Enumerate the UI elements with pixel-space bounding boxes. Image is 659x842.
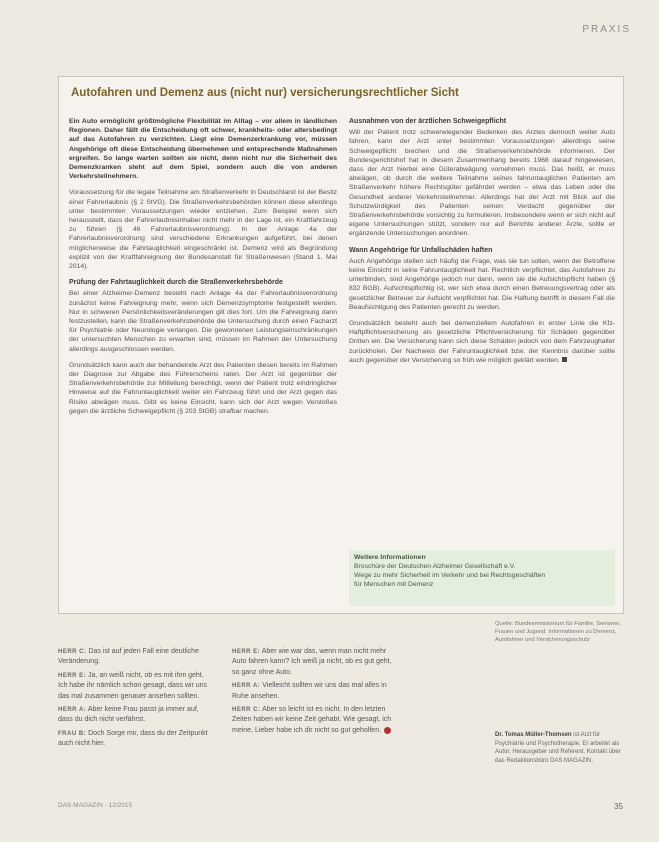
box-right-column xyxy=(349,117,615,372)
box-paragraph: Bei einer Alzheimer-Demenz besteht nach Anlage 4a der Fahrerlaubnisverordnung zunächst keine Fahreignung mehr, wenn sich Demenzsymptome festgestellt werden. Nur in schweren Persönlichkeitsveränderungen gilt dies fort. Um die Fahreignung dann festzustellen, kann die Straßenverkehrsbehörde die Untersuchung durch einen Facharzt für Psychiatrie oder Neurologie verlangen. Die gewonnenen Leistungseinschränkungen der untersuchten Menschen zu erwarten sind, müssen im Rahmen der Untersuchung allerdings ausgeschlossen werden. xyxy=(69,290,337,353)
footer-publication: DAS MAGAZIN · 12/2015 xyxy=(58,802,133,809)
box-left-column xyxy=(69,117,337,423)
dialog-text: Aber keine Frau passt ja immer auf, dass du dich nicht verfährst. xyxy=(58,706,199,724)
speaker: HERR E: xyxy=(232,649,261,655)
dialog-line xyxy=(58,647,214,668)
end-square-icon xyxy=(562,357,567,362)
box-lead: Ein Auto ermöglicht größtmögliche Flexibilität im Alltag – vor allem in ländlichen Regionen. Daher fällt die Entscheidung oft schwer, krankheits- oder altersbedingt auf das Autofahren zu verzichten. Liegt eine Demenzerkrankung vor, müssen Angehörige oft diese Entscheidung übernehmen und entsprechende Maßnahmen ergreifen. So lange warten sollten sie nicht, denn nicht nur die Sicherheit des Demenzkranken steht auf dem Spiel, sondern auch die von anderen Verkehrsteilnehmern. xyxy=(69,118,337,181)
further-info-panel xyxy=(349,550,615,606)
page-footer xyxy=(58,802,623,809)
dialog-text: Vielleicht sollten wir uns das mal alles in Ruhe ansehen. xyxy=(232,682,387,700)
author-text: ist Arzt für Psychiatrie und Psychotherapie. Er arbeitet als Autor, Herausgeber und Referent. Kontakt über das Redaktionsbüro DAS MAGAZIN. xyxy=(495,732,621,764)
author-name: Dr. Tomas Müller-Thomsen xyxy=(495,732,572,738)
speaker: HERR C: xyxy=(232,707,261,714)
dialog-column-left xyxy=(58,647,214,753)
dialog-line xyxy=(58,671,214,702)
box-paragraph: Grundsätzlich kann auch der behandelnde Arzt des Patienten diesen bereits im Rahmen der Diagnose zur Abgabe des Führerscheins raten. Der Arzt ist gegenüber der Straßenverkehrsbehörde zur Mitteilung berechtigt, wenn der Patient trotz eindringlicher Hinweise auf die Fahruntauglichkeit weiter ein Fahrzeug führt und der Arzt gegen das Risiko abwägen muss. Gibt es keine Einsicht, kann sich der Arzt wegen Verstoßes gegen die ärztliche Schweigepflicht (§ 203 StGB) strafbar machen. xyxy=(69,361,337,415)
dialog-text: Aber wie war das, wenn man nicht mehr Auto fahren kann? Ich weiß ja nicht, ob es gut geht, so ganz ohne Auto. xyxy=(232,648,392,676)
dialog-line xyxy=(232,681,398,702)
dialog-text: Doch Sorge mir, dass du der Zeitpunkt auch nicht hier. xyxy=(58,729,208,748)
dialog-line xyxy=(232,705,398,736)
dialog-text: Aber so leicht ist es nicht. In den letzten Zeiten haben wir keine Zeit gehabt. Wie gesagt, ich meine, Lieber habe ich dir nicht so gut geholfen. xyxy=(232,706,392,734)
dialog-line xyxy=(58,705,214,726)
box-paragraph: Auch Angehörige stellen sich häufig die Frage, was sie tun sollen, wenn der Betroffene keine Einsicht in seine Fahruntauglichkeit hat. Rechtlich verpflichtet, das Autofahren zu unterbinden, sind Angehörige jedoch nur dann, wenn sie die Aufsichtspflicht haben (§ 832 BGB). Aufsichtspflichtig ist, wer sich etwa durch einen Betreuungsvertrag oder als gesetzlicher Betreuer zur Aufsicht verpflichtet hat. Die Haftung betrifft in diesem Fall die Beaufsichtigung des Patienten gerecht zu werden. xyxy=(349,257,615,311)
box-subheading: Ausnahmen von der ärztlichen Schweigepflicht xyxy=(349,118,507,125)
dialog-column-right xyxy=(232,647,398,739)
dialog-line xyxy=(232,647,398,678)
speaker: HERR A: xyxy=(232,683,261,690)
author-bio xyxy=(495,731,623,765)
dialog-text: Ja, an weiß nicht, ob es mit ihm geht. Ich habe ihr nämlich schon gesagt, dass wir uns das mal zusammen genauer ansehen sollten. xyxy=(58,671,208,700)
section-label: PRAXIS xyxy=(582,24,631,35)
further-info-line[interactable]: für Menschen mit Demenz xyxy=(354,581,434,588)
dialog-line xyxy=(58,729,214,750)
box-subheading: Wann Angehörige für Unfallschäden haften xyxy=(349,246,493,254)
speaker: HERR E: xyxy=(58,672,87,679)
further-info-heading: Weitere Informationen xyxy=(354,554,426,561)
box-paragraph: Voraussetzung für die legale Teilnahme am Straßenverkehr in Deutschland ist der Besitz einer Fahrerlaubnis (§ 2 StVG). Die Straßenverkehrsbehörden können diese allerdings unter bestimmten Voraussetzungen wieder entziehen. Zum Beispiel wenn sich herausstellt, dass der Fahrerlaubnisinhaber nicht mehr in der Lage ist, ein Kraftfahrzeug zu führen (§ 46 Fahrerlaubnisverordnung). In der Anlage 4a der Fahrerlaubnisverordnung sind verschiedene Erkrankungen aufgeführt, bei denen möglicherweise die Fahrtauglichkeit eingeschränkt ist. Demenz wird als Begründung explizit von der Kraftfahreignung der Bundesanstalt für Straßenwesen (Stand 1. Mai 2014). xyxy=(69,189,337,271)
box-paragraph: Will der Patient trotz schwerwiegender Bedenken des Arztes dennoch weiter Auto fahren, kann der Arzt unter bestimmten Voraussetzungen allerdings seine Schweigepflicht brechen und die Straßenverkehrsbehörde informieren. Der Bundesgerichtshof hat in diesem Zusammenhang bereits 1968 darauf hingewiesen, dass der Arzt hierbei eine Güterabwägung vornehmen muss. Das heißt, er muss abwägen, ob durch die weitere Teilnahme seines fahruntauglichen Patienten am Straßenverkehr höhere Rechtsgüter gefährdet werden – etwa das Leben oder die Gesundheit anderer Verkehrsteilnehmer. Allerdings hat der Arzt mit Blick auf die Schutzwürdigkeit des Patienten seinen Verdacht gegenüber der Straßenverkehrsbehörde vorsichtig zu formulieren. Insbesondere wenn er sich nicht auf eigene Untersuchungen stützt, sondern nur auf Berichte anderer Ärzte, sollte er ergänzende Untersuchungen anordnen. xyxy=(349,129,615,238)
box-title: Autofahren und Demenz aus (nicht nur) versicherungsrechtlicher Sicht xyxy=(71,87,459,99)
speaker: FRAU B: xyxy=(58,730,87,737)
info-box xyxy=(58,76,624,614)
source-note: Quelle: Bundesministerium für Familie, Senioren, Frauen und Jugend. Informationen zu Demenz, Autofahren und Versicherungsschutz xyxy=(495,621,621,643)
further-info-line[interactable]: Wege zu mehr Sicherheit im Verkehr und bei Rechtsgeschäften xyxy=(354,572,546,579)
further-info-line[interactable]: Broschüre der Deutschen Alzheimer Gesellschaft e.V. xyxy=(354,563,516,570)
dialog-text: Das ist auf jeden Fall eine deutliche Veränderung. xyxy=(58,648,199,666)
box-subheading: Prüfung der Fahrtauglichkeit durch die Straßenverkehrsbehörde xyxy=(69,279,283,287)
speaker: HERR C: xyxy=(58,649,87,655)
speaker: HERR A: xyxy=(58,707,87,714)
box-paragraph xyxy=(349,319,615,365)
page-number: 35 xyxy=(614,802,623,811)
box-paragraph-text: Grundsätzlich besteht auch bei demenziellem Autofahren in erster Linie die Kfz-Haftpflichtversicherung als gesetzliche Pflichtversicherung für Schäden gegenüber Dritten ein. Die Versicherung kann sich diese Schäden jedoch von dem Fahrzeughalter zurückholen. Der Nachweis der Fahruntauglichkeit bzw. der Kenntnis darüber sollte auch gegenüber der Versicherung so früh wie möglich geklärt werden. xyxy=(349,320,615,364)
article-end-icon xyxy=(384,727,391,734)
